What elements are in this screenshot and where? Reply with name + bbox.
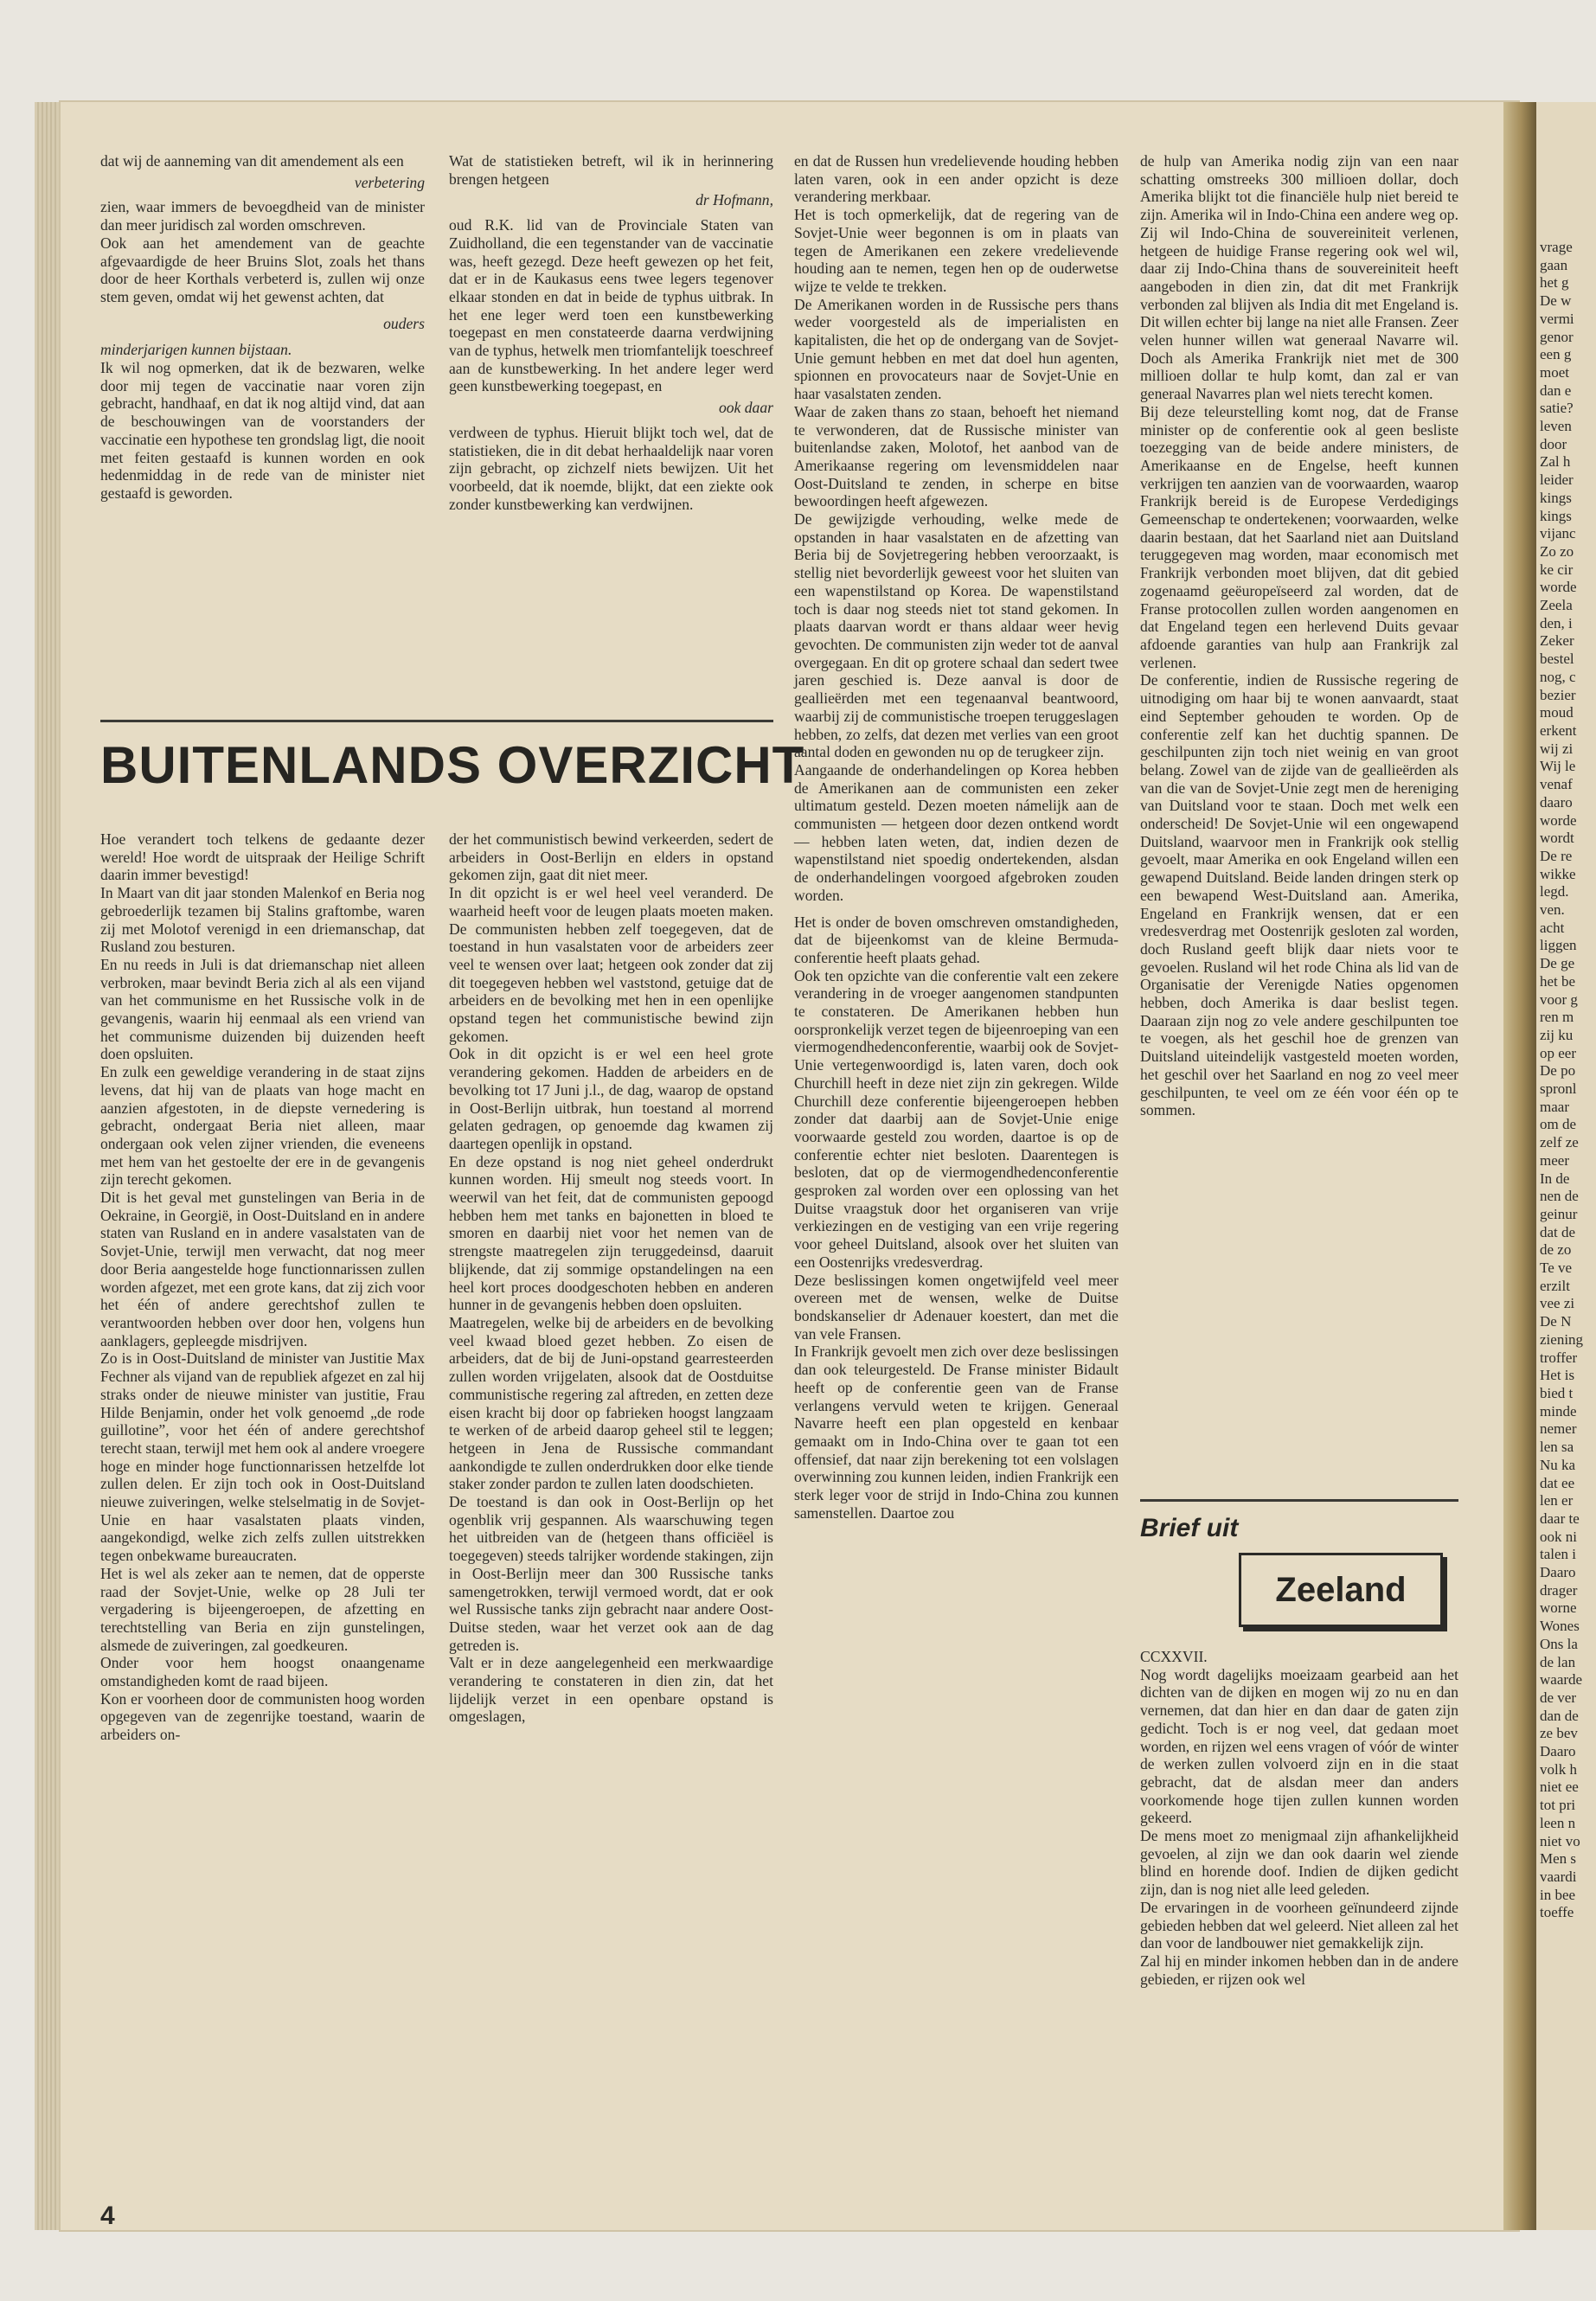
section-divider [100, 720, 773, 722]
paragraph: De toestand is dan ook in Oost-Berlijn op het ogenblik vrij gespannen. Als waarschuwing tegen het uitbreiden van de (hetgeen thans officiëel is toegegeven) steeds talrijker wordende stakingen, zijn in Oost-Berlijn meer dan 300 Russische tanks samengetrokken, terwijl vermoed wordt, dat er ook wel Russische tanks zijn gebracht naar andere Oost-Duitse steden, waar het verzet ook aan de dag getreden is. [449, 1493, 773, 1654]
paragraph: zien, waar immers de bevoegdheid van de minister dan meer juridisch zal worden omschreven. [100, 198, 425, 234]
paragraph: De mens moet zo menigmaal zijn afhankelijkheid gevoelen, al zijn we dan ook daarin wel ziende blind en horende doof. Indien de dijken gedicht zijn, dan is nog niet alle leed geleden. [1140, 1827, 1458, 1899]
paragraph: In Maart van dit jaar stonden Malenkof en Beria nog gebroederlijk tezamen bij Stalins graftombe, waren zij met Molotof verenigd in een driemanschap, dat Rusland zou besturen. [100, 884, 425, 956]
paragraph: minderjarigen kunnen bijstaan. [100, 341, 292, 359]
paragraph: De ervaringen in de voorheen geïnundeerd zijnde gebieden hebben dat wel geleerd. Niet alleen zal het dan voor de landbouwer niet gemakkelijk zijn. [1140, 1898, 1458, 1952]
page-number: 4 [100, 2202, 115, 2230]
paragraph: Maatregelen, welke bij de arbeiders en de bevolking veel kwaad bloed gezet hebben. Zo eisen de arbeiders, dat de bij de Juni-opstand gearresteerden zullen worden vrijgelaten, alsook dat de Oostduitse communistische regering zal aftreden, en zetten deze eisen kracht bij door op fabrieken hoogst langzaam te werken of de arbeid daarop geheel stil te leggen; hetgeen in Jena de Russische commandant aankondigde te zullen onderdrukken door elke tiende staker zonder pardon te zullen laten doodschieten. [449, 1313, 773, 1493]
paragraph: Ik wil nog opmerken, dat ik de bezwaren, welke door mij tegen de vaccinatie naar voren zijn gebracht, handhaaf, en dat ik nog altijd vind, dat aan de beschouwingen van de voorstanders der vaccinatie een hypothese ten grondslag ligt, die nooit met feiten gestaafd is kunnen worden en ook hedenmiddag in de rede van de minister niet gestaafd is geworden. [100, 359, 425, 502]
paragraph: dat wij de aanneming van dit amendement als een [100, 152, 404, 170]
upper-column-2 [449, 152, 773, 513]
brief-column [1140, 1648, 1458, 1988]
upper-column-1 [100, 152, 425, 503]
emphasis-word: verbetering [354, 173, 425, 191]
paragraph: Ook aan het amendement van de geachte afgevaardigde de heer Bruins Slot, zoals het thans door de heer Korthals verbeterd is, zullen wij onze stem geven, omdat wij het gewenst achten, dat [100, 234, 425, 305]
paragraph: der het communistisch bewind verkeerden, sedert de arbeiders in Oost-Berlijn en elders in opstand gekomen zijn, gaat dit niet meer. [449, 830, 773, 884]
paragraph: Onder voor hem hoogst onaangename omstandigheden komt de raad bijeen. [100, 1654, 425, 1690]
article-column-1 [100, 830, 425, 1744]
brief-divider [1140, 1499, 1458, 1502]
paragraph: Aangaande de onderhandelingen op Korea hebben de Amerikanen aan de communisten een zeker ultimatum gesteld. Dezen moeten námelijk aan de communisten — hetgeen door dezen ontkend wordt — hebben laten weten, dat, indien dezen de wapenstilstand niet spoedig ondertekenden, alsdan de onderhandelingen voorgoed afgebroken zouden worden. [794, 760, 1118, 904]
article-column-2 [449, 830, 773, 1726]
paragraph: oud R.K. lid van de Provinciale Staten van Zuidholland, die een tegenstander van de vaccinatie was, heeft gezegd. Deze heeft gewezen op het feit, dat er in de Kaukasus eens twee legers tegenover elkaar stonden en dat in beide de typhus uitbrak. In het ene leger werd toen een kunstbewerking toegepast en men constateerde daarna verdwijning van de typhus, hetwelk men triomfantelijk toeschreef aan de kunstbewerking. In het andere leger werd geen kunstbewerking toegepast, en [449, 216, 773, 395]
paragraph: De Amerikanen worden in de Russische pers thans weder voorgesteld als de imperialisten en kapitalisten, die het op de ondergang van de Sovjet-Unie gemunt hebben en met dat doel hun agenten, spionnen en provocateurs naar de Sovjet-Unie en haar vasalstaten zenden. [794, 295, 1118, 403]
facing-page-fragment [1536, 102, 1596, 2230]
emphasis-word: dr Hofmann, [695, 191, 773, 209]
paragraph: Wat de statistieken betreft, wil ik in herinnering brengen hetgeen [449, 152, 773, 188]
facing-page-text: vrage gaan het g De w vermi genor een g moet dan e satie? leven door Zal h leider kings kings vijanc Zo zo ke cir worde Zeela den, i Zeker bestel nog, c bezier moud erkent wij zi Wij le venaf daaro worde wordt De re wikke legd. ven. acht liggen De ge het be voor g ren m zij ku op eer De po spronl maar om de zelf ze meer In de nen de geinur dat de de zo Te ve erzilt vee zi De N ziening troffer Het is bied t minde nemer len sa Nu ka dat ee len er daar te ook ni talen i Daaro drager worne Wones Ons la de lan waarde de ver dan de ze bev Daaro volk h niet ee tot pri leen n niet vo Men s vaardi in bee toeffe [1540, 239, 1584, 1921]
paragraph: En deze opstand is nog niet geheel onderdrukt kunnen worden. Hij smeult nog steeds voort. In weerwil van het feit, dat de communisten gepoogd hebben hem met tanks en bajonetten in bloed te smoren en daarbij niet voor het nemen van de strengste maatregelen zijn teruggedeinsd, daaruit blijkende, dat zij sommige opstandelingen na een heel kort proces doodgeschoten hebben en anderen hunner in de gevangenis hebben doen opsluiten. [449, 1152, 773, 1314]
binding-spine [1503, 102, 1536, 2230]
paragraph: verdween de typhus. Hieruit blijkt toch wel, dat de statistieken, die in dit debat herhaaldelijk naar voren zijn gebracht, op zichzelf niets bewijzen. Uit het voorbeeld, dat ik noemde, blijkt, dat een ziekte ook zonder kunstbewerking kan verdwijnen. [449, 423, 773, 513]
paragraph: Deze beslissingen komen ongetwijfeld veel meer overeen met de wensen, welke de Duitse bondskanselier dr Adenauer koestert, dan met die van vele Fransen. [794, 1271, 1118, 1343]
paragraph: En nu reeds in Juli is dat driemanschap niet alleen verbroken, maar bevindt Beria zich al als een vijand van het communisme en het Russische volk in de gevangenis, waarin hij eenmaal als een vriend van het communisme duizenden bij duizenden heeft doen opsluiten. [100, 955, 425, 1063]
paragraph: Hoe verandert toch telkens de gedaante dezer wereld! Hoe wordt de uitspraak der Heilige Schrift daarin immer bevestigd! [100, 830, 425, 884]
brief-title-box [1239, 1553, 1443, 1627]
article-column-3 [794, 152, 1118, 1522]
paragraph: De conferentie, indien de Russische regering de uitnodiging om haar bij te wonen aanvaardt, staat eind September gehouden te worden. Op de conferentie zelf kan het duchtig spannen. De geschilpunten zijn toch niet weinig en van groot belang. Zowel van de zijde van de geallieërden als van die van de Sovjet-Unie zegt men de hereniging van Duitsland voor te staan. Doch met welk een onderscheid! De Sovjet-Unie wil een ongewapend Duitsland, waarvoor men in Frankrijk ook stellig gevoelt, maar Amerika en ook Engeland willen een gewapend Duitsland. Beide landen dringen sterk op een bewapend West-Duitsland aan. Amerika, Engeland en Frankrijk wensen, dat er een vredesverdrag met Oostenrijk gesloten zal worden, doch Rusland geeft blijk daar niets voor te gevoelen. Rusland wil het rode China als lid van de Organisatie der Verenigde Naties opgenomen hebben, doch Amerika is daar beslist tegen. Daaraan zijn nog zo vele andere geschilpunten toe te voegen, als het geschil hoe de grenzen van Duitsland uiteindelijk vastgesteld moeten worden, het geschil over het Saarland en nog zo veel meer geschilpunten, te veel om ze één voor één op te sommen. [1140, 671, 1458, 1119]
paragraph: Valt er in deze aangelegenheid een merkwaardige verandering te constateren in dien zin, dat het lijdelijk verzet in een openbare opstand is omgeslagen, [449, 1654, 773, 1726]
paragraph: De gewijzigde verhouding, welke mede de opstanden in haar vasalstaten en de afzetting van Beria bij de Sovjetregering hebben veroorzaakt, is stellig niet bevorderlijk geweest voor het sluiten van een wapenstilstand op Korea. De wapenstilstand toch is daar nog steeds niet tot stand gekomen. In plaats daarvan wordt er thans aldaar weer hevig gevochten. De communisten zijn weder tot de aanval overgegaan. En dit op grotere schaal dan sedert twee jaren geschied is. Deze aanval is door de geallieërden met een tegenaanval beantwoord, waarbij zij de communistische troepen teruggeslagen hebben, zo zelfs, dat dezen met verlies van een groot aantal doden en gewonden nu op de terugkeer zijn. [794, 510, 1118, 761]
page-title: BUITENLANDS OVERZICHT [100, 736, 805, 794]
emphasis-word: ouders [383, 314, 425, 332]
page-stack-edge [35, 102, 62, 2230]
paragraph: Kon er voorheen door de communisten hoog worden opgegeven van de zegenrijke toestand, waarin de arbeiders on- [100, 1689, 425, 1744]
paragraph: Het is onder de boven omschreven omstandigheden, dat de bijeenkomst van de kleine Bermuda-conferentie heeft plaats gehad. [794, 913, 1118, 966]
paragraph: Waar de zaken thans zo staan, behoeft het niemand te verwonderen, dat de Russische minister van buitenlandse zaken, Molotof, het aanbod van de Amerikaanse regering om levensmiddelen naar Oost-Duitsland te zenden, in scherpe en bitse bewoordingen heeft afgewezen. [794, 402, 1118, 510]
paragraph: Dit is het geval met gunstelingen van Beria in de Oekraine, in Georgië, in Oost-Duitsland en in andere staten van Rusland en in andere vasalstaten van de Sovjet-Unie, terwijl men verwacht, dat nog meer door Beria aangestelde hoge functionnarissen zullen worden afgezet, met een grote kans, dat zij zich voor het één of andere gerechtshof zullen te verantwoorden hebben over door hen, volgens hun aanklagers, gepleegde misdrijven. [100, 1189, 425, 1349]
paragraph: Nog wordt dagelijks moeizaam gearbeid aan het dichten van de dijken en mogen wij zo nu en dan vernemen, dat dan hier en dan daar de gaten zijn gedicht. Toch is er nog veel, dat gedaan moet worden, en rijzen wel eens vragen of vóór de winter de werken zullen volvoerd zijn en in die staat gebracht, dat de alsdan meer dan anders voorkomende hoge tijen zullen kunnen worden gekeerd. [1140, 1665, 1458, 1827]
paragraph: Het is wel als zeker aan te nemen, dat de opperste raad der Sovjet-Unie, welke op 28 Juli ter vergadering is bijeengeroepen, de afzetting en terechtstelling van Beria en zijn gunstelingen, alsmede de zuiveringen, zal goedkeuren. [100, 1564, 425, 1654]
paragraph: En zulk een geweldige verandering in de staat zijns levens, dat hij van de plaats van hoge macht en aanzien afgestoten, in de diepste vernedering is gebracht, ondergaat Beria niet alleen, maar ondergaan ook velen zijner vrienden, die eveneens met hem van het gestoelte der ere in de gevangenis zijn terecht gekomen. [100, 1063, 425, 1189]
paragraph: In Frankrijk gevoelt men zich over deze beslissingen dan ook teleurgesteld. De Franse minister Bidault heeft op de conferentie geen van de Franse verlangens vervuld weten te krijgen. Generaal Navarre heeft een plan opgesteld en kenbaar gemaakt om in Indo-China over te gaan tot een offensief, dat naar zijn berekening tot een volslagen overwinning zou kunnen leiden, indien Frankrijk een sterk leger voor de strijd in Indo-China zou kunnen samenstellen. Daartoe zou [794, 1343, 1118, 1522]
paragraph: de hulp van Amerika nodig zijn van een naar schatting omstreeks 300 millioen dollar, doch Amerika blijkt tot die financiële hulp niet bereid te zijn. Amerika wil in Indo-China een andere weg op. Zij wil Indo-China de souvereiniteit verlenen, hetgeen de huidige Franse regering ook wel wil, daar zij Indo-China thans de souvereiniteit heeft aangeboden in dien zin, dat dit met Frankrijk verbonden zal blijven als India dit met Engeland is. Dit willen echter bij lange na niet alle Fransen. Zeer velen hunner willen wat generaal Navarre wil. Doch als Amerika Frankrijk niet met de 300 millioen dollar te hulp komt, dan zal er van generaal Navarres plan wel niets terecht komen. [1140, 152, 1458, 403]
brief-number: CCXXVII. [1140, 1648, 1208, 1665]
emphasis-word: ook daar [718, 399, 773, 417]
paragraph: Zal hij en minder inkomen hebben dan in de andere gebieden, er rijzen ook wel [1140, 1952, 1458, 1988]
brief-label: Brief uit [1140, 1514, 1239, 1542]
paragraph: Ook in dit opzicht is er wel een heel grote verandering gekomen. Hadden de arbeiders en de bevolking tot 17 Juni j.l., de dag, waarop de opstand in Oost-Berlijn uitbrak, hun toestand al morrend gelaten gedragen, op genoemde dag kwamen zij daartegen openlijk in opstand. [449, 1045, 773, 1152]
paragraph: en dat de Russen hun vredelievende houding hebben laten varen, ook in een ander opzicht is deze verandering merkbaar. [794, 152, 1118, 206]
brief-title: Zeeland [1275, 1570, 1407, 1609]
article-column-4 [1140, 152, 1458, 1119]
paragraph: Zo is in Oost-Duitsland de minister van Justitie Max Fechner als vijand van de republiek afgezet en zal hij straks onder de nieuwe minister van justitie, Frau Hilde Benjamin, onder het volk genoemd „de rode guillotine”, voor het één of andere gerechtshof terecht staan, terwijl met hem ook al andere vroegere hoge en minder hoge functionnarissen hetzelfde lot zullen delen. Er zijn toch ook in Oost-Duitsland nieuwe zuiveringen, welke stelselmatig in de Sovjet-Unie en haar vasalstaten plaats vinden, aangekondigd, welke zich zelfs zullen uitstrekken tegen onbekwame bureaucraten. [100, 1349, 425, 1565]
paragraph: Ook ten opzichte van die conferentie valt een zekere verandering in de vroeger aangenomen standpunten te constateren. De Amerikanen hebben hun oorspronkelijk verzet tegen de bijeenroeping van een viermogendhedenconferentie, waarbij ook de Sovjet-Unie vertegenwoordigd is, laten varen, doch ook Churchill heeft in deze niet zijn zin gekregen. Wilde Churchill deze conferentie bijeengeroepen hebben zonder dat daarbij aan de Sovjet-Unie enige voorwaarde gesteld zou worden, daartoe is op de conferentie echter niet besloten. Daarentegen is besloten, dat op de viermogendhedenconferentie gesproken zal worden over een oplossing van het Duitse vraagstuk door het organiseren van vrije verkiezingen en de vestiging van een vrije regering voor geheel Duitsland, alsook over het sluiten van een Oostenrijks vredesverdrag. [794, 966, 1118, 1271]
paragraph: Het is toch opmerkelijk, dat de regering van de Sovjet-Unie weer begonnen is om in plaats van tegen de Amerikanen een zekere vredelievende houding aan te nemen, tegen hen op de ouderwetse wijze te velde te trekken. [794, 206, 1118, 295]
paragraph: Bij deze teleurstelling komt nog, dat de Franse minister op de conferentie ook al geen besliste toezegging van de beide andere ministers, de Amerikaanse en de Engelse, heeft kunnen verkrijgen ten aanzien van de voorwaarden, waarop Frankrijk bereid is de Europese Verdedigings Gemeenschap te ondertekenen; voorwaarden, welke daarin bestaan, dat het Saarland niet aan Duitsland teruggegeven mag worden, maar economisch met Frankrijk verbonden moet blijven, dat dit gebied zogenaamd geëuropeïseerd zal worden, dat de Franse protocollen zullen worden aangenomen en dat Engeland tegen een herlevend Duits gevaar afdoende garanties van hulp aan Frankrijk zal verlenen. [1140, 402, 1458, 671]
paragraph: In dit opzicht is er wel heel veel veranderd. De waarheid heeft voor de leugen plaats moeten maken. De communisten hebben zelf toegegeven, dat de toestand in hun vasalstaten voor de arbeiders zeer veel te wensen over laat; hetgeen ook zonder dat zij dit toegegeven hebben wel vaststond, getuige dat de arbeiders en de bevolking met hen in een openlijke opstand tegen het communistische bewind zijn gekomen. [449, 884, 773, 1045]
